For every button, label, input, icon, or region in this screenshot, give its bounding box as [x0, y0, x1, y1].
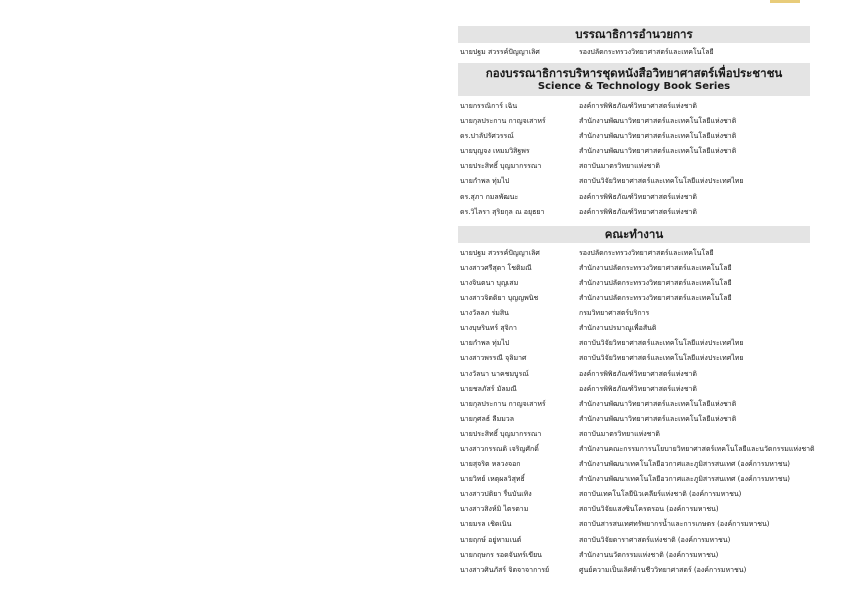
member-org: สำนักงานปรมาณูเพื่อสันติ	[579, 324, 657, 333]
member-name: นายกุลประกาน กาญจเสาหร์	[460, 399, 546, 408]
member-org: สถาบันมาตรวิทยาแห่งชาติ	[579, 162, 660, 171]
member-name: นายกุศลธ์ ลีมมวล	[460, 414, 515, 423]
member-name: นางสาวกรรณดิ เจริญศักดิ์	[460, 444, 539, 453]
member-name: นางสาวศรีสุดา โชติมณี	[460, 263, 532, 272]
list-item	[458, 548, 810, 563]
list-item	[458, 517, 810, 532]
member-name: นายกำพล ทุ่มไป	[460, 177, 510, 186]
member-name: นางสาวสิงห์มิ ไตรตาม	[460, 505, 529, 514]
member-org: สถาบันวิจัยวิทยาศาสตร์และเทคโนโลยีแห่งประเทศไทย	[579, 354, 744, 363]
working-heading: คณะทำงาน	[458, 226, 810, 243]
list-item	[458, 487, 810, 502]
member-name: ดร.สุภา กมลพัฒนะ	[460, 192, 519, 201]
member-name: นายวิทย์ เหตุผลวิสุทธิ์	[460, 475, 525, 484]
member-org: องค์การพิพิธภัณฑ์วิทยาศาสตร์แห่งชาติ	[579, 192, 697, 201]
list-item	[458, 457, 810, 472]
list-item	[458, 246, 810, 261]
list-item	[458, 174, 810, 189]
member-org: องค์การพิพิธภัณฑ์วิทยาศาสตร์แห่งชาติ	[579, 369, 697, 378]
list-item	[458, 321, 810, 336]
member-org: สถาบันมาตรวิทยาแห่งชาติ	[579, 429, 660, 438]
member-name: นางบุษรินทร์ สุจิกา	[460, 324, 517, 333]
member-org: สำนักงานปลัดกระทรวงวิทยาศาสตร์และเทคโนโลยี	[579, 294, 732, 303]
list-item	[458, 397, 810, 412]
member-org: สำนักงานพัฒนาวิทยาศาสตร์และเทคโนโลยีแห่งชาติ	[579, 414, 737, 423]
list-item	[458, 367, 810, 382]
list-item	[458, 472, 810, 487]
member-org: สำนักงานพัฒนาเทคโนโลยีอวกาศและภูมิสารสนเทศ (องค์การมหาชน)	[579, 460, 791, 469]
member-name: นายกรรณิการ์ เฉิน	[460, 102, 518, 110]
list-item	[458, 382, 810, 397]
member-org: องค์การพิพิธภัณฑ์วิทยาศาสตร์แห่งชาติ	[579, 102, 697, 110]
member-name: นายปฐม สวรรค์ปัญญาเลิศ	[460, 248, 540, 257]
list-item	[458, 144, 810, 159]
list-item	[458, 261, 810, 276]
member-org: สำนักงานปลัดกระทรวงวิทยาศาสตร์และเทคโนโลยี	[579, 278, 732, 287]
list-item	[458, 276, 810, 291]
list-item	[458, 427, 810, 442]
board-heading	[458, 63, 810, 96]
member-name: นายปฐม สวรรค์ปัญญาเลิศ	[460, 48, 540, 56]
member-name: นางสาวปติยา รื่นบันเทิง	[460, 490, 532, 499]
list-item	[458, 563, 810, 578]
member-name: ดร.วิไลรา สุริยกุล ณ อยุธยา	[460, 207, 545, 216]
list-item	[458, 114, 810, 129]
member-org: สำนักงานนวัตกรรมแห่งชาติ (องค์การมหาชน)	[579, 550, 719, 559]
member-org: สถาบันวิจัยแสงซินโครตรอน (องค์การมหาชน)	[579, 505, 719, 514]
member-org: สำนักงานปลัดกระทรวงวิทยาศาสตร์และเทคโนโลยี	[579, 263, 732, 272]
member-name: นางวัลนา นาคชมบูรณ์	[460, 369, 529, 378]
list-item	[458, 306, 810, 321]
list-item	[458, 351, 810, 366]
member-org: องค์การพิพิธภัณฑ์วิทยาศาสตร์แห่งชาติ	[579, 207, 697, 216]
advisory-list	[458, 45, 810, 60]
member-org: รองปลัดกระทรวงวิทยาศาสตร์และเทคโนโลยี	[579, 248, 714, 257]
member-name: นางสาวศินภัสร์ จิตจาจาการย์	[460, 565, 550, 574]
list-item	[458, 205, 810, 220]
board-subtitle: Science & Technology Book Series	[537, 81, 731, 92]
member-name: นางสาวจิตติยา บุญญพนิช	[460, 294, 539, 303]
member-org: สำนักงานพัฒนาเทคโนโลยีอวกาศและภูมิสารสนเทศ (องค์การมหาชน)	[579, 475, 791, 484]
member-org: ศูนย์ความเป็นเลิศด้านชีววิทยาศาสตร์ (องค์การมหาชน)	[579, 565, 747, 574]
member-org: สถาบันวิจัยวิทยาศาสตร์และเทคโนโลยีแห่งประเทศไทย	[579, 177, 744, 186]
member-org: สถาบันเทคโนโลยีนิวเคลียร์แห่งชาติ (องค์การมหาชน)	[579, 490, 742, 499]
list-item	[458, 190, 810, 205]
member-org: สำนักงานคณะกรรมการนโยบายวิทยาศาสตร์เทคโนโลยีและนวัตกรรมแห่งชาติ	[579, 444, 815, 453]
advisory-heading: บรรณาธิการอำนวยการ	[458, 26, 810, 43]
member-org: สำนักงานพัฒนาวิทยาศาสตร์และเทคโนโลยีแห่งชาติ	[579, 399, 737, 408]
credits-page	[458, 26, 815, 578]
list-item	[458, 99, 810, 114]
member-name: นายฤกษ์ อยู่หามเนต์	[460, 535, 522, 544]
list-item	[458, 502, 810, 517]
member-name: นายกฤษกร รอดจันทร์เขียน	[460, 550, 542, 559]
member-org: สำนักงานพัฒนาวิทยาศาสตร์และเทคโนโลยีแห่งชาติ	[579, 117, 737, 126]
member-name: นายมรล เชิดเนิน	[460, 520, 512, 529]
member-name: นายสุจริต หลวงจอก	[460, 460, 521, 469]
member-name: ดร.ปาลัปรัศวรรณ์	[460, 132, 514, 141]
member-name: นางจินตนา บุญเสม	[460, 278, 519, 287]
member-org: สำนักงานพัฒนาวิทยาศาสตร์และเทคโนโลยีแห่งชาติ	[579, 132, 737, 141]
list-item	[458, 129, 810, 144]
list-item	[458, 533, 810, 548]
member-name: นายกุลประกาน กาญจเสาหร์	[460, 117, 546, 126]
board-list	[458, 99, 810, 220]
list-item	[458, 291, 810, 306]
member-org: สำนักงานพัฒนาวิทยาศาสตร์และเทคโนโลยีแห่งชาติ	[579, 147, 737, 156]
member-org: สถาบันวิจัยดาราศาสตร์แห่งชาติ (องค์การมหาชน)	[579, 535, 731, 544]
member-org: กรมวิทยาศาสตร์บริการ	[579, 309, 650, 318]
member-name: นางวัลลภ ร่มสิน	[460, 309, 509, 318]
list-item	[458, 45, 810, 60]
member-org: รองปลัดกระทรวงวิทยาศาสตร์และเทคโนโลยี	[579, 48, 714, 56]
member-name: นายบุญจง เหมมวิสิฐพร	[460, 147, 530, 156]
member-name: นางสาวพรรณี จุลิมาศ	[460, 354, 527, 363]
member-name: นายประสิทธิ์ บุญมากรรณา	[460, 429, 542, 438]
list-item	[458, 159, 810, 174]
top-edge-mark	[770, 0, 800, 3]
list-item	[458, 412, 810, 427]
list-item	[458, 336, 810, 351]
member-name: นายกำพล ทุ่มไป	[460, 339, 510, 348]
member-org: สถาบันสารสนเทศทรัพยากรน้ำและการเกษตร (องค์การมหาชน)	[579, 520, 770, 529]
list-item	[458, 442, 815, 457]
member-name: นายประสิทธิ์ บุญมากรรณา	[460, 162, 542, 171]
working-list	[458, 246, 815, 578]
member-org: สถาบันวิจัยวิทยาศาสตร์และเทคโนโลยีแห่งประเทศไทย	[579, 339, 744, 348]
board-title: กองบรรณาธิการบริหารชุดหนังสือวิทยาศาสตร์เพื่อประชาชน	[485, 66, 783, 80]
member-org: องค์การพิพิธภัณฑ์วิทยาศาสตร์แห่งชาติ	[579, 384, 697, 393]
member-name: นายชลภัสร์ มัลมณี	[460, 384, 517, 393]
